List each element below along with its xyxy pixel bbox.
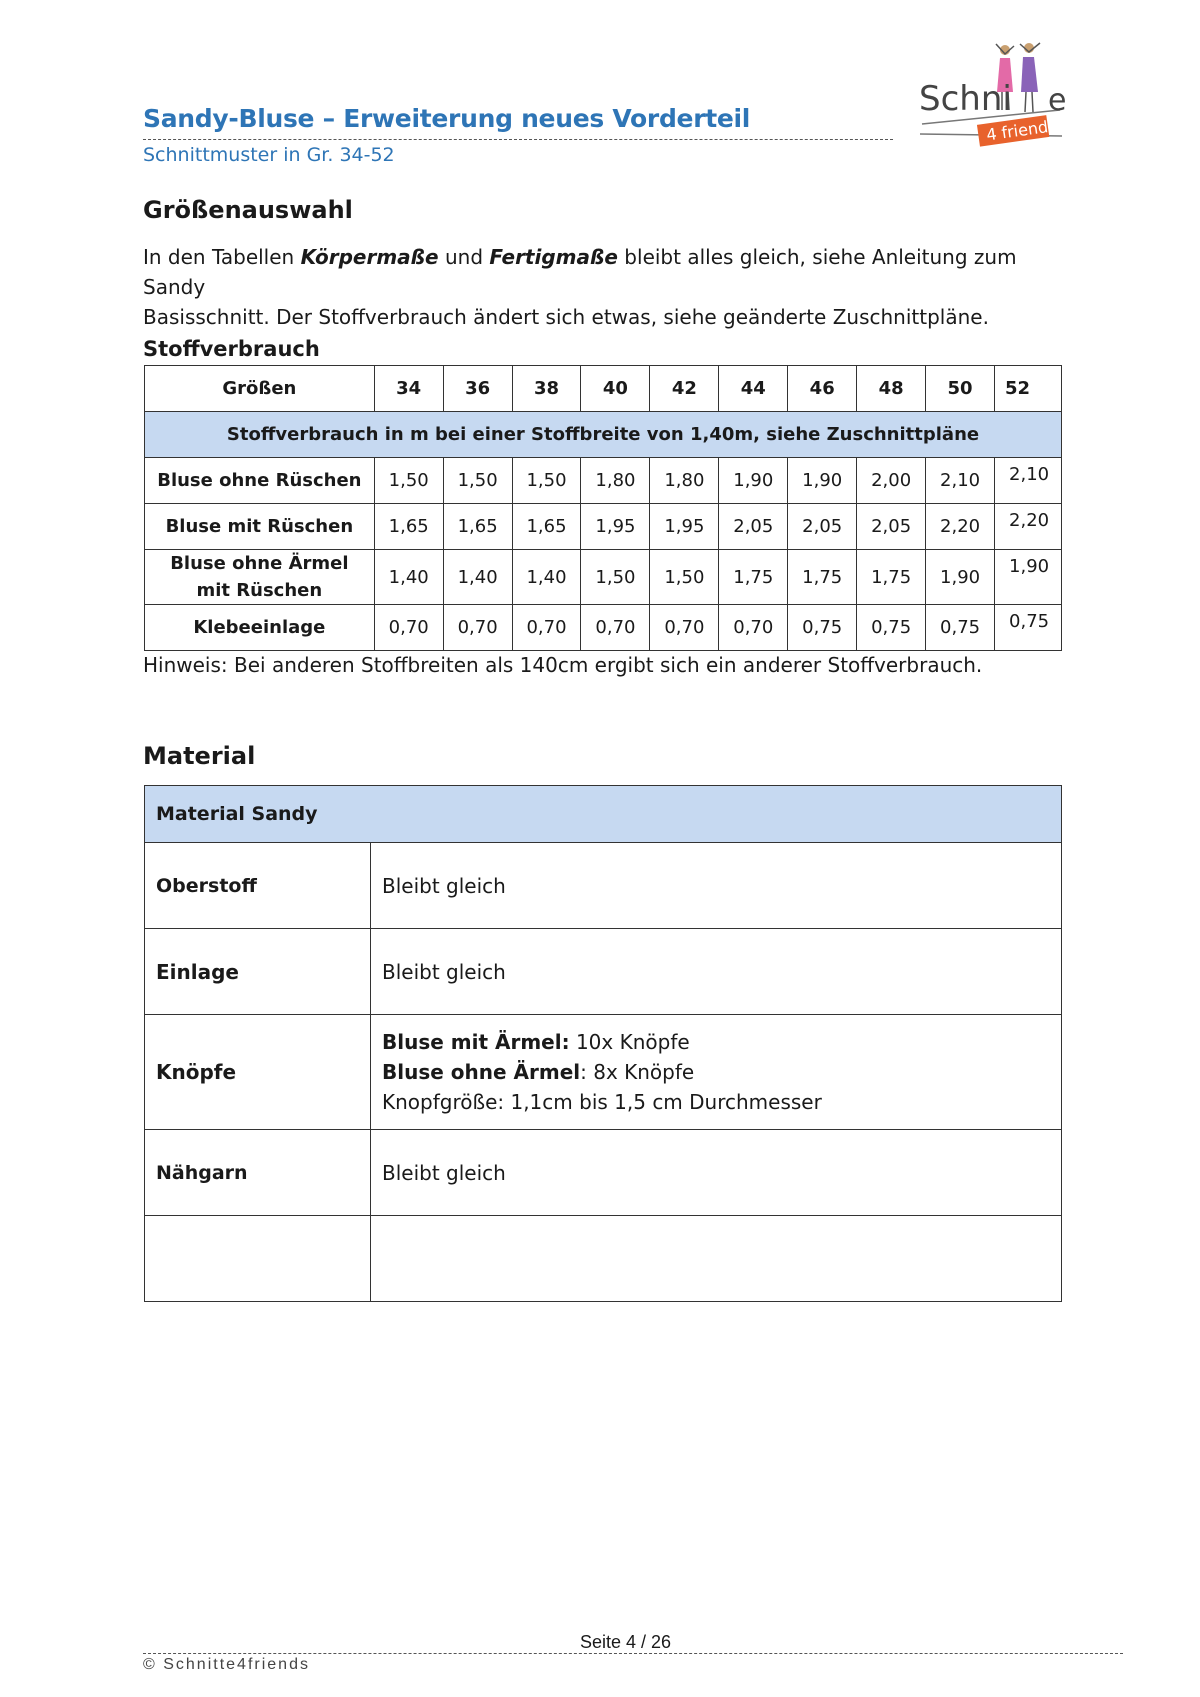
table-cell: 0,75 — [857, 605, 926, 651]
fabric-table-heading: Stoffverbrauch — [143, 337, 320, 361]
intro-bold-fertigmasse: Fertigmaße — [489, 245, 618, 269]
material-value-einlage: Bleibt gleich — [371, 929, 1062, 1015]
row-label: Bluse ohne Rüschen — [145, 458, 375, 504]
buttons-sleeve-value: 10x Knöpfe — [569, 1030, 690, 1054]
table-cell: 2,05 — [788, 504, 857, 550]
table-cell-empty — [145, 1216, 371, 1302]
material-table-header: Material Sandy — [145, 786, 1062, 843]
table-cell: 1,40 — [512, 550, 581, 605]
table-cell: 2,20 — [995, 504, 1062, 550]
table-cell: 0,70 — [443, 605, 512, 651]
row-label — [145, 550, 375, 605]
material-value-naehgarn: Bleibt gleich — [371, 1130, 1062, 1216]
material-value-oberstoff: Bleibt gleich — [371, 843, 1062, 929]
table-cell: 2,00 — [857, 458, 926, 504]
table-row — [145, 1015, 1062, 1130]
brand-logo — [912, 40, 1072, 158]
table-cell: 0,70 — [719, 605, 788, 651]
material-label-einlage: Einlage — [145, 929, 371, 1015]
table-cell: 1,50 — [650, 550, 719, 605]
row-label: Bluse mit Rüschen — [145, 504, 375, 550]
size-header: 42 — [650, 366, 719, 412]
table-cell: 1,75 — [719, 550, 788, 605]
logo-text-main: Schni — [919, 79, 1012, 119]
sizes-header-label: Größen — [145, 366, 375, 412]
material-label-naehgarn: Nähgarn — [145, 1130, 371, 1216]
table-cell: 1,80 — [581, 458, 650, 504]
table-cell: 2,10 — [926, 458, 995, 504]
table-cell: 1,90 — [926, 550, 995, 605]
header-divider — [143, 139, 893, 140]
table-cell: 1,95 — [581, 504, 650, 550]
table-cell: 1,50 — [443, 458, 512, 504]
table-cell: 1,65 — [374, 504, 443, 550]
table-cell: 0,75 — [788, 605, 857, 651]
intro-text-3: bleibt alles gleich, siehe Anleitung zum Sandy — [143, 245, 1017, 299]
table-cell: 0,70 — [374, 605, 443, 651]
table-row — [145, 929, 1062, 1015]
table-cell: 0,75 — [926, 605, 995, 651]
row-label-line1: Bluse ohne Ärmel — [170, 553, 349, 574]
size-header: 38 — [512, 366, 581, 412]
table-cell: 1,50 — [374, 458, 443, 504]
table-cell: 2,05 — [857, 504, 926, 550]
logo-graphic — [912, 40, 1072, 158]
logo-tag-text: 4 friends — [985, 115, 1058, 145]
row-label-line2: mit Rüschen — [196, 580, 323, 601]
table-cell: 0,70 — [512, 605, 581, 651]
material-table — [144, 785, 1062, 1302]
table-cell: 2,20 — [926, 504, 995, 550]
footer-copyright: © Schnitte4friends — [143, 1656, 310, 1673]
table-cell: 2,10 — [995, 458, 1062, 504]
logo-text-end: e — [1048, 83, 1067, 118]
table-cell: 1,65 — [512, 504, 581, 550]
material-table-header-row — [145, 786, 1062, 843]
table-cell: 0,75 — [995, 605, 1062, 651]
size-header: 44 — [719, 366, 788, 412]
fabric-banner: Stoffverbrauch in m bei einer Stoffbreite von 1,40m, siehe Zuschnittpläne — [145, 412, 1062, 458]
table-cell-empty — [371, 1216, 1062, 1302]
material-section-heading: Material — [143, 742, 256, 770]
table-cell: 1,90 — [995, 550, 1062, 605]
size-header: 34 — [374, 366, 443, 412]
size-header: 52 — [995, 366, 1062, 412]
table-cell: 1,75 — [788, 550, 857, 605]
table-row — [145, 843, 1062, 929]
buttons-sleeveless-value: : 8x Knöpfe — [580, 1060, 695, 1084]
buttons-sleeveless-label: Bluse ohne Ärmel — [382, 1060, 581, 1084]
size-section-heading: Größenauswahl — [143, 196, 353, 224]
table-cell: 1,50 — [581, 550, 650, 605]
table-row-empty — [145, 1216, 1062, 1302]
intro-text-2: und — [438, 245, 490, 269]
table-cell: 1,80 — [650, 458, 719, 504]
table-cell: 1,90 — [788, 458, 857, 504]
table-row — [145, 458, 1062, 504]
table-cell: 1,75 — [857, 550, 926, 605]
fabric-table-header-row — [145, 366, 1062, 412]
footer-divider — [143, 1653, 1123, 1654]
buttons-sleeve-label: Bluse mit Ärmel: — [382, 1030, 570, 1054]
material-label-oberstoff: Oberstoff — [145, 843, 371, 929]
table-cell: 1,95 — [650, 504, 719, 550]
intro-text-line2: Basisschnitt. Der Stoffverbrauch ändert sich etwas, siehe geänderte Zuschnittpläne. — [143, 305, 989, 329]
size-header: 50 — [926, 366, 995, 412]
fabric-note: Hinweis: Bei anderen Stoffbreiten als 140cm ergibt sich ein anderer Stoffverbrauch. — [143, 653, 983, 677]
table-cell: 1,40 — [443, 550, 512, 605]
size-header: 48 — [857, 366, 926, 412]
button-size-text: Knopfgröße: 1,1cm bis 1,5 cm Durchmesser — [382, 1090, 822, 1114]
table-cell: 1,40 — [374, 550, 443, 605]
size-header: 40 — [581, 366, 650, 412]
page-number: Seite 4 / 26 — [580, 1632, 672, 1652]
fabric-table-banner-row — [145, 412, 1062, 458]
row-label: Klebeeinlage — [145, 605, 375, 651]
intro-bold-koerpermasse: Körpermaße — [300, 245, 439, 269]
table-cell: 0,70 — [581, 605, 650, 651]
table-cell: 1,50 — [512, 458, 581, 504]
intro-text-1: In den Tabellen — [143, 245, 301, 269]
size-header: 46 — [788, 366, 857, 412]
table-cell: 2,05 — [719, 504, 788, 550]
size-intro-paragraph — [143, 242, 1083, 332]
table-row — [145, 1130, 1062, 1216]
table-row — [145, 550, 1062, 605]
table-row — [145, 605, 1062, 651]
table-cell: 1,65 — [443, 504, 512, 550]
document-subtitle: Schnittmuster in Gr. 34-52 — [143, 144, 395, 166]
table-cell: 0,70 — [650, 605, 719, 651]
material-value-knoepfe — [371, 1015, 1062, 1130]
material-label-knoepfe: Knöpfe — [145, 1015, 371, 1130]
fabric-consumption-table — [144, 365, 1062, 651]
size-header: 36 — [443, 366, 512, 412]
table-row — [145, 504, 1062, 550]
document-title: Sandy-Bluse – Erweiterung neues Vorderteil — [143, 104, 751, 133]
table-cell: 1,90 — [719, 458, 788, 504]
